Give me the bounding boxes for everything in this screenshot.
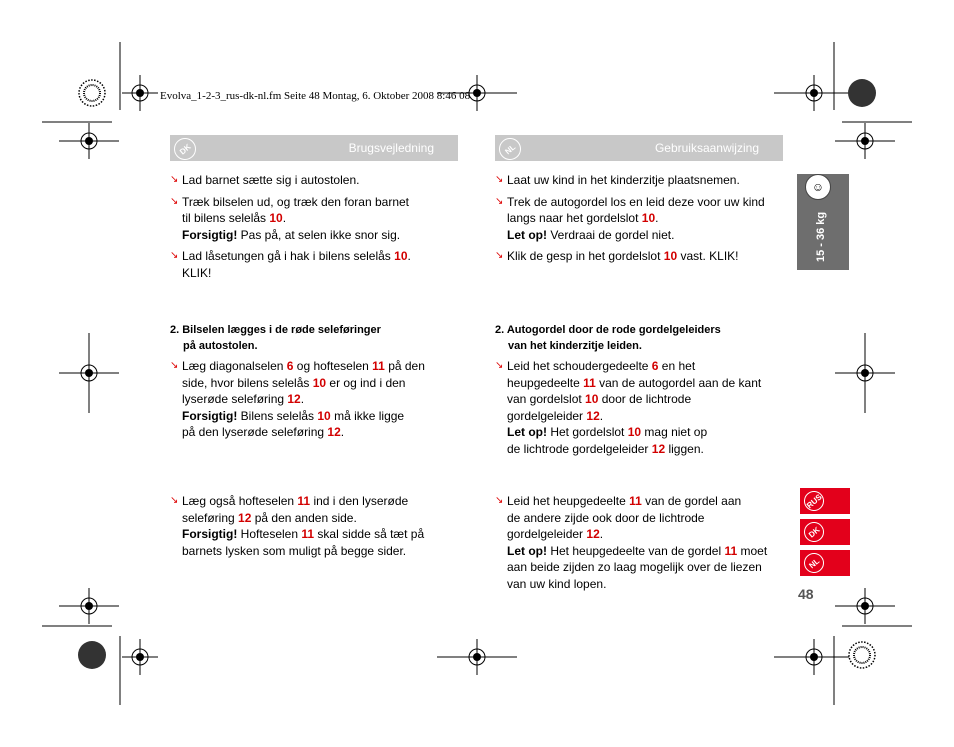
nl-section-1: [495, 172, 780, 265]
weight-group-label: 15 - 36 kg: [815, 211, 827, 262]
language-tab-rus: [800, 488, 850, 514]
print-header-line: Evolva_1-2-3_rus-dk-nl.fm Seite 48 Montag, 6. Oktober 2008 8:46 08: [160, 90, 471, 102]
dk-section-2: [170, 322, 455, 441]
language-badge: DK: [800, 518, 828, 546]
dk-section-1: [170, 172, 455, 281]
dk-section-3: [170, 493, 455, 559]
language-badge: RUS: [800, 487, 828, 515]
arrow-icon: ↘: [495, 195, 504, 207]
arrow-icon: ↘: [170, 195, 179, 207]
arrow-icon: ↘: [170, 360, 179, 371]
dk-section-bar: [170, 135, 458, 161]
nl-section-3: [495, 493, 780, 592]
arrow-icon: ↘: [495, 250, 504, 261]
dk-language-badge: DK: [170, 134, 201, 165]
list-item: ↘ Læg diagonalselen 6 og hofteselen 11 på den side, hvor bilens selelås 10 er og ind i den lyserøde seleføring 12. Forsigtig! Bilens selelås 10 må ikke ligge på den lyserøde seleføring 12.: [170, 359, 425, 439]
arrow-icon: ↘: [170, 250, 179, 261]
dk-bar-title: Brugsvejledning: [348, 141, 434, 155]
nl-section-2: [495, 322, 780, 457]
language-tab-nl: [800, 550, 850, 576]
list-item: ↘ Lad låsetungen gå i hak i bilens selelås 10. KLIK!: [170, 249, 411, 280]
nl-section-bar: [495, 135, 783, 161]
nl-bar-title: Gebruiksaanwijzing: [654, 141, 759, 155]
arrow-icon: ↘: [170, 174, 179, 185]
nl-language-badge: NL: [495, 134, 526, 165]
arrow-icon: ↘: [170, 495, 179, 506]
list-item: ↘ Laat uw kind in het kinderzitje plaatsnemen.: [495, 173, 740, 187]
page-number: 48: [798, 586, 814, 602]
list-item: ↘ Leid het heupgedeelte 11 van de gordel aan de andere zijde ook door de lichtrode gordelgeleider 12. Let op! Het heupgedeelte van de gordel 11 moet aan beide zijden zo laag mogelijk over de liezen van uw kind lopen.: [495, 494, 768, 591]
arrow-icon: ↘: [495, 495, 504, 506]
list-item: ↘ Træk bilselen ud, og træk den foran barnet til bilens selelås 10. Forsigtig! Pas på, at selen ikke snor sig.: [170, 194, 410, 242]
list-item: ↘ Trek de autogordel los en leid deze voor uw kind langs naar het gordelslot 10. Let op! Verdraai de gordel niet.: [495, 194, 765, 242]
list-item: ↘ Lad barnet sætte sig i autostolen.: [170, 173, 360, 187]
weight-group-tab: [797, 174, 849, 270]
language-tab-dk: [800, 519, 850, 545]
child-face-icon: ☺: [805, 174, 831, 200]
language-badge: NL: [800, 549, 828, 577]
list-item: ↘ Læg også hofteselen 11 ind i den lyserøde seleføring 12 på den anden side. Forsigtig! Hofteselen 11 skal sidde så tæt på barnets lysken som muligt på begge sider.: [170, 494, 425, 558]
section-heading: 2. Autogordel door de rode gordelgeleiders van het kinderzitje leiden.: [495, 324, 721, 352]
list-item: ↘ Leid het schoudergedeelte 6 en het heupgedeelte 11 van de autogordel aan de kant van gordelslot 10 door de lichtrode gordelgeleider 12. Let op! Het gordelslot 10 mag niet op de lichtrode gordelgeleider 12 liggen.: [495, 359, 762, 456]
section-heading: 2. Bilselen lægges i de røde seleføringer på autostolen.: [170, 324, 381, 352]
arrow-icon: ↘: [495, 174, 504, 185]
arrow-icon: ↘: [495, 360, 504, 371]
list-item: ↘ Klik de gesp in het gordelslot 10 vast. KLIK!: [495, 249, 739, 263]
